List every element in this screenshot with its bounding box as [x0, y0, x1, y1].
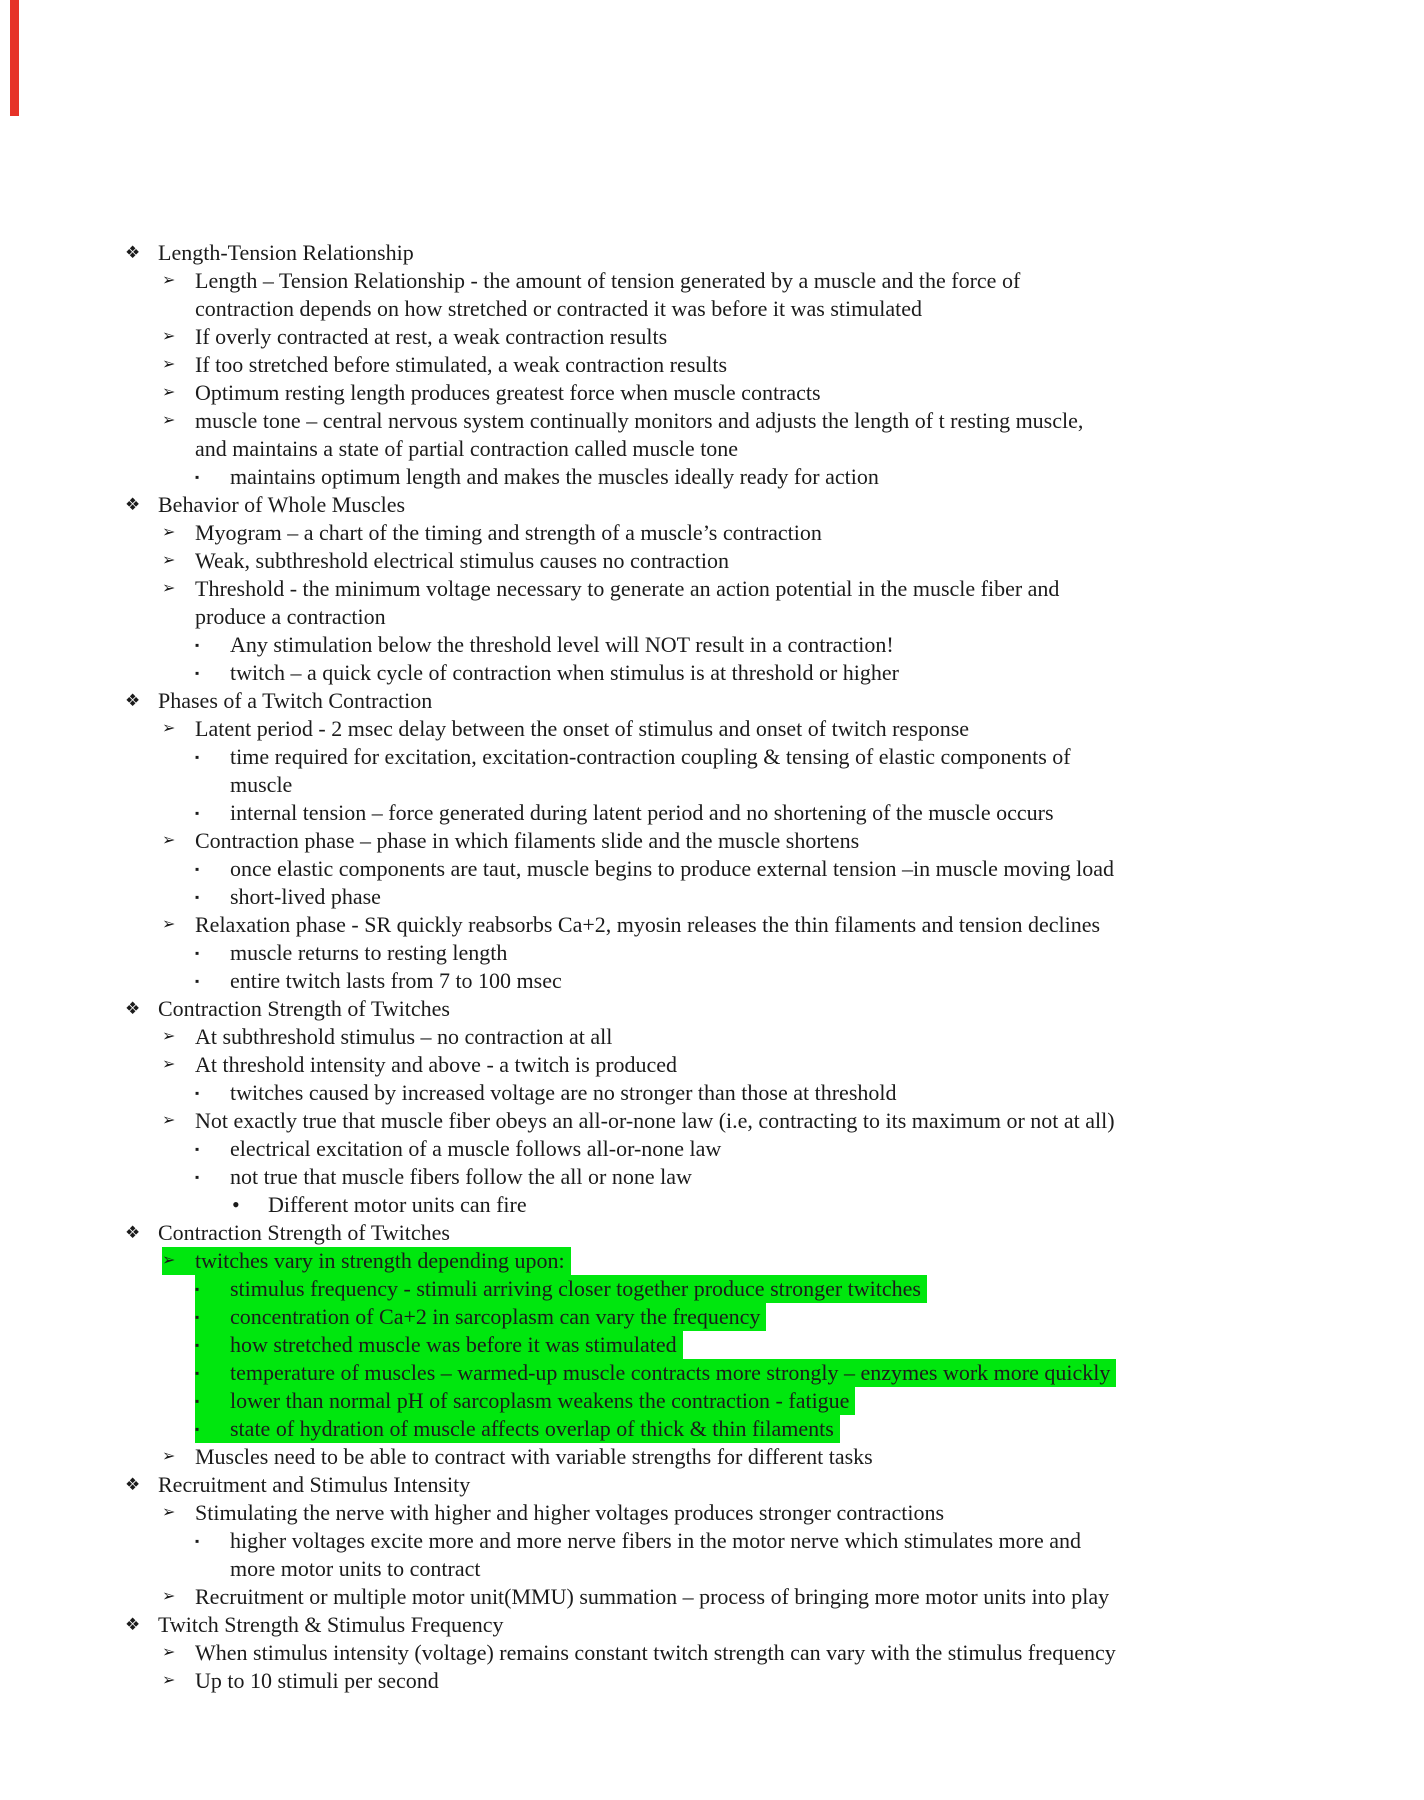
line-content: [195, 883, 381, 911]
red-mark: [10, 0, 19, 116]
line-content: [195, 659, 899, 687]
line-content: [162, 323, 667, 351]
list-item-text: entire twitch lasts from 7 to 100 msec: [230, 968, 562, 993]
line-content: [162, 267, 1020, 295]
list-item-text: lower than normal pH of sarcoplasm weakens the contraction - fatigue: [230, 1388, 850, 1413]
diamond-bullet-icon: ❖: [125, 495, 141, 514]
list-item: [162, 911, 1424, 939]
list-item: [125, 687, 1424, 715]
list-item-text: Phases of a Twitch Contraction: [158, 688, 433, 713]
line-content: [195, 743, 1071, 771]
list-item-text: If overly contracted at rest, a weak contraction results: [195, 324, 668, 349]
list-item-text: When stimulus intensity (voltage) remains constant twitch strength can vary with the stimulus frequency: [195, 1640, 1116, 1665]
list-item: [230, 1555, 1424, 1583]
line-content: [162, 827, 859, 855]
line-content: [195, 967, 562, 995]
list-item: [125, 1611, 1424, 1639]
arrow-bullet-icon: ➢: [162, 916, 176, 933]
list-item: [195, 855, 1424, 883]
line-content: [230, 1555, 481, 1583]
list-item-text: Contraction Strength of Twitches: [158, 996, 450, 1021]
list-item-text: Different motor units can fire: [268, 1192, 527, 1217]
square-bullet-icon: ▪: [195, 1338, 200, 1352]
list-item-text: Length-Tension Relationship: [158, 240, 414, 265]
arrow-bullet-icon: ➢: [162, 1504, 176, 1521]
list-item: [195, 743, 1424, 771]
list-item: [162, 1023, 1424, 1051]
diamond-bullet-icon: ❖: [125, 1615, 141, 1634]
list-item: [230, 771, 1424, 799]
line-content: [162, 1107, 1115, 1135]
square-bullet-icon: ▪: [195, 750, 200, 764]
list-item-text: At threshold intensity and above - a twitch is produced: [195, 1052, 678, 1077]
list-item: [125, 1471, 1424, 1499]
list-item-text: not true that muscle fibers follow the all or none law: [230, 1164, 692, 1189]
list-item: [195, 1527, 1424, 1555]
line-content: [195, 1079, 897, 1107]
line-content: [195, 799, 1054, 827]
list-item: [162, 575, 1424, 603]
highlighted-line: [195, 1275, 927, 1303]
list-item: [195, 1135, 1424, 1163]
square-bullet-icon: ▪: [195, 1170, 200, 1184]
arrow-bullet-icon: ➢: [162, 1112, 176, 1129]
line-content: [125, 1611, 504, 1639]
list-item: [162, 1583, 1424, 1611]
list-item: [195, 435, 1424, 463]
line-content: [162, 547, 729, 575]
line-content: [162, 1023, 612, 1051]
diamond-bullet-icon: ❖: [125, 691, 141, 710]
line-content: [232, 1191, 527, 1219]
line-content: [195, 603, 386, 631]
list-item: [195, 967, 1424, 995]
list-item-text: higher voltages excite more and more nerve fibers in the motor nerve which stimulates more and: [230, 1528, 1081, 1553]
square-bullet-icon: ▪: [195, 1086, 200, 1100]
list-item: [195, 631, 1424, 659]
arrow-bullet-icon: ➢: [162, 1448, 176, 1465]
list-item-text: muscle tone – central nervous system continually monitors and adjusts the length of t resting muscle,: [195, 408, 1084, 433]
list-item: [195, 1079, 1424, 1107]
arrow-bullet-icon: ➢: [162, 1588, 176, 1605]
list-item-text: maintains optimum length and makes the muscles ideally ready for action: [230, 464, 879, 489]
list-item-text: and maintains a state of partial contraction called muscle tone: [195, 436, 739, 461]
list-item: [162, 267, 1424, 295]
list-item-text: Not exactly true that muscle fiber obeys an all-or-none law (i.e, contracting to its maximum or not at all): [195, 1108, 1115, 1133]
square-bullet-icon: ▪: [195, 1534, 200, 1548]
square-bullet-icon: ▪: [195, 1422, 200, 1436]
arrow-bullet-icon: ➢: [162, 720, 176, 737]
line-content: [125, 687, 432, 715]
diamond-bullet-icon: ❖: [125, 1223, 141, 1242]
list-item: [162, 323, 1424, 351]
square-bullet-icon: ▪: [195, 890, 200, 904]
list-item-text: twitches vary in strength depending upon:: [195, 1248, 565, 1273]
square-bullet-icon: ▪: [195, 1282, 200, 1296]
line-content: [195, 939, 507, 967]
list-item-text: Stimulating the nerve with higher and higher voltages produces stronger contractions: [195, 1500, 945, 1525]
list-item: [162, 1667, 1424, 1695]
diamond-bullet-icon: ❖: [125, 999, 141, 1018]
list-item-text: Up to 10 stimuli per second: [195, 1668, 439, 1693]
arrow-bullet-icon: ➢: [162, 580, 176, 597]
list-item-text: twitch – a quick cycle of contraction when stimulus is at threshold or higher: [230, 660, 900, 685]
highlighted-line: [195, 1415, 840, 1443]
list-item: [195, 1331, 1424, 1359]
list-item-text: Contraction phase – phase in which filaments slide and the muscle shortens: [195, 828, 860, 853]
list-item: [162, 1443, 1424, 1471]
list-item-text: Weak, subthreshold electrical stimulus causes no contraction: [195, 548, 730, 573]
line-content: [195, 463, 879, 491]
list-item: [195, 799, 1424, 827]
list-item-text: time required for excitation, excitation-contraction coupling & tensing of elastic components of: [230, 744, 1071, 769]
list-item-text: once elastic components are taut, muscle begins to produce external tension –in muscle moving load: [230, 856, 1115, 881]
highlighted-line: [195, 1387, 855, 1415]
square-bullet-icon: ▪: [195, 1310, 200, 1324]
arrow-bullet-icon: ➢: [162, 1028, 176, 1045]
diamond-bullet-icon: ❖: [125, 243, 141, 262]
line-content: [125, 1219, 450, 1247]
list-item: [232, 1191, 1424, 1219]
list-item: [162, 407, 1424, 435]
list-item-text: internal tension – force generated during latent period and no shortening of the muscle occurs: [230, 800, 1054, 825]
list-item: [195, 659, 1424, 687]
arrow-bullet-icon: ➢: [162, 1252, 176, 1269]
document-body: [0, 239, 1424, 1695]
line-content: [125, 1471, 470, 1499]
line-content: [125, 491, 405, 519]
list-item-text: muscle returns to resting length: [230, 940, 508, 965]
list-item: [162, 1639, 1424, 1667]
list-item-text: Behavior of Whole Muscles: [158, 492, 406, 517]
list-item-text: Myogram – a chart of the timing and strength of a muscle’s contraction: [195, 520, 822, 545]
list-item-text: state of hydration of muscle affects overlap of thick & thin filaments: [230, 1416, 834, 1441]
list-item-text: stimulus frequency - stimuli arriving closer together produce stronger twitches: [230, 1276, 921, 1301]
square-bullet-icon: ▪: [195, 1366, 200, 1380]
line-content: [162, 1639, 1116, 1667]
line-content: [162, 1583, 1109, 1611]
list-item-text: contraction depends on how stretched or contracted it was before it was stimulated: [195, 296, 922, 321]
line-content: [125, 995, 450, 1023]
list-item: [162, 1051, 1424, 1079]
list-item: [195, 1387, 1424, 1415]
list-item-text: temperature of muscles – warmed-up muscle contracts more strongly – enzymes work more quickly: [230, 1360, 1111, 1385]
list-item: [125, 239, 1424, 267]
list-item: [162, 715, 1424, 743]
line-content: [195, 295, 922, 323]
arrow-bullet-icon: ➢: [162, 356, 176, 373]
line-content: [195, 1163, 692, 1191]
list-item-text: Contraction Strength of Twitches: [158, 1220, 450, 1245]
list-item-text: At subthreshold stimulus – no contraction at all: [195, 1024, 613, 1049]
square-bullet-icon: ▪: [195, 946, 200, 960]
list-item: [162, 519, 1424, 547]
square-bullet-icon: ▪: [195, 806, 200, 820]
square-bullet-icon: ▪: [195, 862, 200, 876]
square-bullet-icon: ▪: [195, 974, 200, 988]
line-content: [162, 379, 821, 407]
list-item-text: Relaxation phase - SR quickly reabsorbs Ca+2, myosin releases the thin filaments and tension declines: [195, 912, 1101, 937]
square-bullet-icon: ▪: [195, 1142, 200, 1156]
line-content: [195, 1527, 1081, 1555]
dot-bullet-icon: •: [232, 1192, 240, 1217]
line-content: [162, 911, 1100, 939]
line-content: [230, 771, 292, 799]
line-content: [162, 1051, 677, 1079]
list-item-text: Any stimulation below the threshold level will NOT result in a contraction!: [230, 632, 894, 657]
list-item-text: If too stretched before stimulated, a weak contraction results: [195, 352, 728, 377]
list-item: [162, 1499, 1424, 1527]
list-item: [195, 603, 1424, 631]
list-item-text: twitches caused by increased voltage are no stronger than those at threshold: [230, 1080, 897, 1105]
arrow-bullet-icon: ➢: [162, 1056, 176, 1073]
list-item: [195, 1359, 1424, 1387]
list-item: [162, 379, 1424, 407]
list-item-text: Recruitment and Stimulus Intensity: [158, 1472, 471, 1497]
list-item-text: how stretched muscle was before it was stimulated: [230, 1332, 677, 1357]
arrow-bullet-icon: ➢: [162, 1644, 176, 1661]
square-bullet-icon: ▪: [195, 470, 200, 484]
highlighted-line: [195, 1303, 766, 1331]
list-item-text: Muscles need to be able to contract with variable strengths for different tasks: [195, 1444, 873, 1469]
list-item: [162, 547, 1424, 575]
arrow-bullet-icon: ➢: [162, 328, 176, 345]
list-item-text: produce a contraction: [195, 604, 386, 629]
list-item: [195, 1415, 1424, 1443]
square-bullet-icon: ▪: [195, 666, 200, 680]
highlighted-line: [195, 1331, 683, 1359]
arrow-bullet-icon: ➢: [162, 524, 176, 541]
line-content: [162, 1443, 873, 1471]
line-content: [162, 1499, 944, 1527]
arrow-bullet-icon: ➢: [162, 412, 176, 429]
highlighted-line: [162, 1247, 571, 1275]
line-content: [162, 351, 727, 379]
list-item: [162, 1247, 1424, 1275]
list-item: [125, 995, 1424, 1023]
list-item-text: Recruitment or multiple motor unit(MMU) summation – process of bringing more motor units into play: [195, 1584, 1110, 1609]
square-bullet-icon: ▪: [195, 638, 200, 652]
line-content: [195, 855, 1114, 883]
list-item: [195, 1275, 1424, 1303]
list-item-text: electrical excitation of a muscle follows all-or-none law: [230, 1136, 722, 1161]
list-item: [125, 1219, 1424, 1247]
list-item-text: Latent period - 2 msec delay between the onset of stimulus and onset of twitch response: [195, 716, 970, 741]
line-content: [125, 239, 414, 267]
list-item-text: Threshold - the minimum voltage necessary to generate an action potential in the muscle fiber and: [195, 576, 1060, 601]
list-item: [195, 1163, 1424, 1191]
line-content: [195, 631, 894, 659]
line-content: [162, 715, 969, 743]
list-item-text: muscle: [230, 772, 293, 797]
list-item-text: short-lived phase: [230, 884, 381, 909]
list-item: [195, 883, 1424, 911]
list-item-text: Length – Tension Relationship - the amount of tension generated by a muscle and the force of: [195, 268, 1021, 293]
list-item: [162, 827, 1424, 855]
list-item-text: Optimum resting length produces greatest force when muscle contracts: [195, 380, 821, 405]
arrow-bullet-icon: ➢: [162, 1672, 176, 1689]
arrow-bullet-icon: ➢: [162, 832, 176, 849]
list-item-text: concentration of Ca+2 in sarcoplasm can vary the frequency: [230, 1304, 761, 1329]
list-item: [125, 491, 1424, 519]
arrow-bullet-icon: ➢: [162, 552, 176, 569]
line-content: [195, 1135, 721, 1163]
list-item: [195, 295, 1424, 323]
list-item: [195, 1303, 1424, 1331]
line-content: [162, 575, 1059, 603]
list-item: [195, 463, 1424, 491]
line-content: [162, 1667, 439, 1695]
diamond-bullet-icon: ❖: [125, 1475, 141, 1494]
highlighted-line: [195, 1359, 1116, 1387]
list-item: [195, 939, 1424, 967]
line-content: [162, 519, 822, 547]
list-item-text: more motor units to contract: [230, 1556, 481, 1581]
list-item: [162, 351, 1424, 379]
list-item-text: Twitch Strength & Stimulus Frequency: [158, 1612, 504, 1637]
arrow-bullet-icon: ➢: [162, 384, 176, 401]
list-item: [162, 1107, 1424, 1135]
square-bullet-icon: ▪: [195, 1394, 200, 1408]
arrow-bullet-icon: ➢: [162, 272, 176, 289]
line-content: [195, 435, 738, 463]
line-content: [162, 407, 1083, 435]
